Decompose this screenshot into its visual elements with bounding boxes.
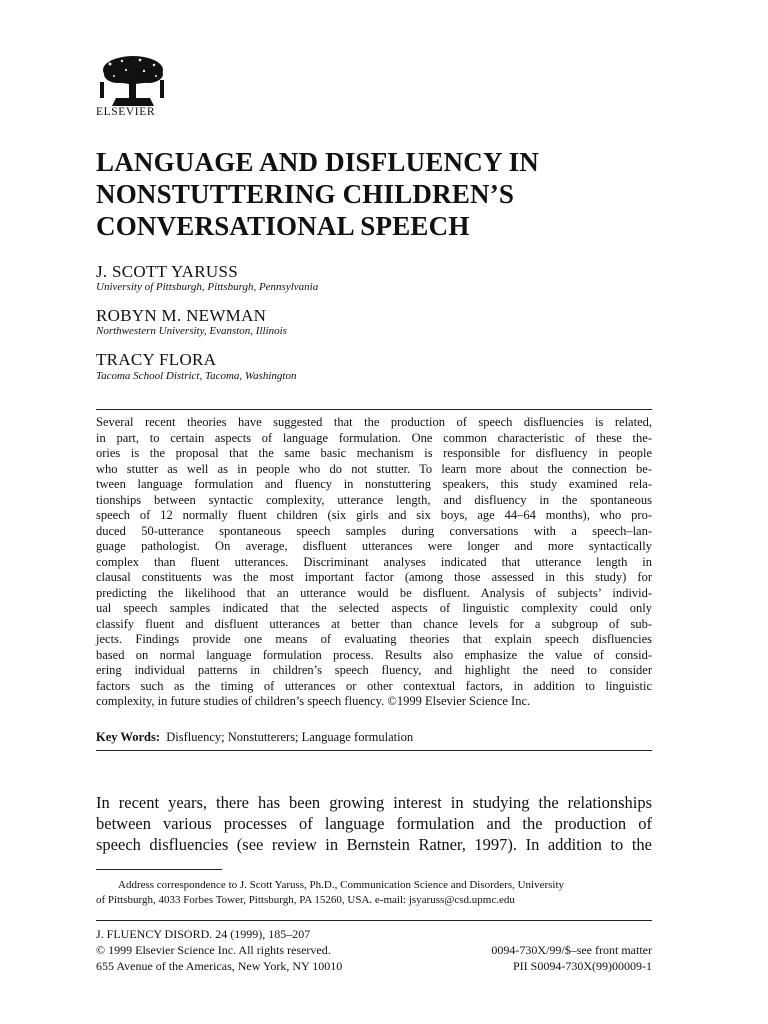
abstract-line: duced 50-utterance spontaneous speech samples during conversations with a speech–lan- xyxy=(96,523,652,538)
publisher-name: ELSEVIER xyxy=(96,106,156,118)
pii-identifier: PII S0094-730X(99)00009-1 xyxy=(513,959,652,973)
footnote-rule xyxy=(96,869,222,870)
body-line: In recent years, there has been growing interest in studying the relationships xyxy=(96,793,652,812)
title-line: NONSTUTTERING CHILDREN’S xyxy=(96,179,515,209)
abstract-line: clausal constituents was the most important factor (among those assessed in this study) for xyxy=(96,570,652,584)
journal-footer xyxy=(96,926,652,974)
abstract-bottom-rule xyxy=(96,750,652,751)
abstract-line: tionships between syntactic complexity, utterance length, and disfluency in the spontaneous xyxy=(96,492,652,507)
author-affiliation: Tacoma School District, Tacoma, Washington xyxy=(96,370,297,382)
article-title xyxy=(96,146,696,242)
author-affiliation: University of Pittsburgh, Pittsburgh, Pennsylvania xyxy=(96,281,319,293)
abstract-line: complex than fluent utterances. Discriminant analyses indicated that utterance length in xyxy=(96,554,652,569)
journal-citation: J. FLUENCY DISORD. 24 (1999), 185–207 xyxy=(96,927,311,941)
keywords-label: Key Words: xyxy=(96,730,161,744)
abstract-line: complexity, in future studies of children’s speech fluency. ©1999 Elsevier Science Inc. xyxy=(96,694,531,708)
abstract-line: speech of 12 normally fluent children (six girls and six boys, age 44–64 months), who pro- xyxy=(96,508,652,522)
abstract-line: guage pathologist. On average, disfluent utterances were longer and more syntactically xyxy=(96,539,652,553)
body-text xyxy=(96,792,652,855)
author-name: J. SCOTT YARUSS xyxy=(96,262,238,281)
footnote xyxy=(96,878,652,907)
abstract-line: based on normal language formulation process. Results also emphasize the value of consid- xyxy=(96,647,652,662)
elsevier-tree-logo-icon xyxy=(96,52,170,108)
author-name: ROBYN M. NEWMAN xyxy=(96,306,267,325)
author-name: TRACY FLORA xyxy=(96,350,217,369)
abstract-line: Several recent theories have suggested that the production of speech disfluencies is related, xyxy=(96,415,652,429)
abstract-line: factors such as the timing of utterances or other contextual factors, in addition to linguistic xyxy=(96,678,652,693)
abstract-line: tween language formulation and fluency in nonstuttering speakers, this study examined rela- xyxy=(96,477,652,491)
keywords xyxy=(96,730,413,745)
author-affiliation: Northwestern University, Evanston, Illinois xyxy=(96,325,287,337)
abstract-line: in part, to certain aspects of language formulation. One common characteristic of these the- xyxy=(96,430,652,445)
abstract-line: jects. Findings provide one means of evaluating theories that explain speech disfluencies xyxy=(96,632,652,646)
footer-rule xyxy=(96,920,652,921)
publisher-address: 655 Avenue of the Americas, New York, NY 10010 xyxy=(96,959,343,973)
abstract-line: ering individual patterns in children’s speech fluency, and highlight the need to consider xyxy=(96,663,652,677)
footnote-line: of Pittsburgh, 4033 Forbes Tower, Pittsburgh, PA 15260, USA. e-mail: jsyaruss@csd.upmc.edu xyxy=(96,893,515,906)
issn-notice: 0094-730X/99/$–see front matter xyxy=(491,943,652,957)
title-line: CONVERSATIONAL SPEECH xyxy=(96,211,470,241)
keywords-value: Disfluency; Nonstutterers; Language formulation xyxy=(166,730,414,744)
body-line: speech disfluencies (see review in Bernstein Ratner, 1997). In addition to the xyxy=(96,835,652,854)
abstract-line: classify fluent and disfluent utterances at better than chance levels for a subgroup of sub- xyxy=(96,616,652,631)
abstract-line: ories is the proposal that the same basic mechanism is responsible for disfluency in people xyxy=(96,446,652,460)
abstract-top-rule xyxy=(96,409,652,410)
body-line: between various processes of language formulation and the production of xyxy=(96,814,652,833)
abstract-line: who stutter as well as in people who do not stutter. To learn more about the connection be- xyxy=(96,461,652,476)
abstract-line: predicting the likelihood that an utterance would be disfluent. Analysis of subjects’ individ- xyxy=(96,585,652,600)
title-line: LANGUAGE AND DISFLUENCY IN xyxy=(96,147,540,177)
copyright-notice: © 1999 Elsevier Science Inc. All rights reserved. xyxy=(96,943,331,957)
footnote-line: Address correspondence to J. Scott Yaruss, Ph.D., Communication Science and Disorders, University xyxy=(118,879,565,891)
abstract xyxy=(96,415,652,710)
abstract-line: ual speech samples indicated that the selected aspects of linguistic complexity could only xyxy=(96,601,652,615)
